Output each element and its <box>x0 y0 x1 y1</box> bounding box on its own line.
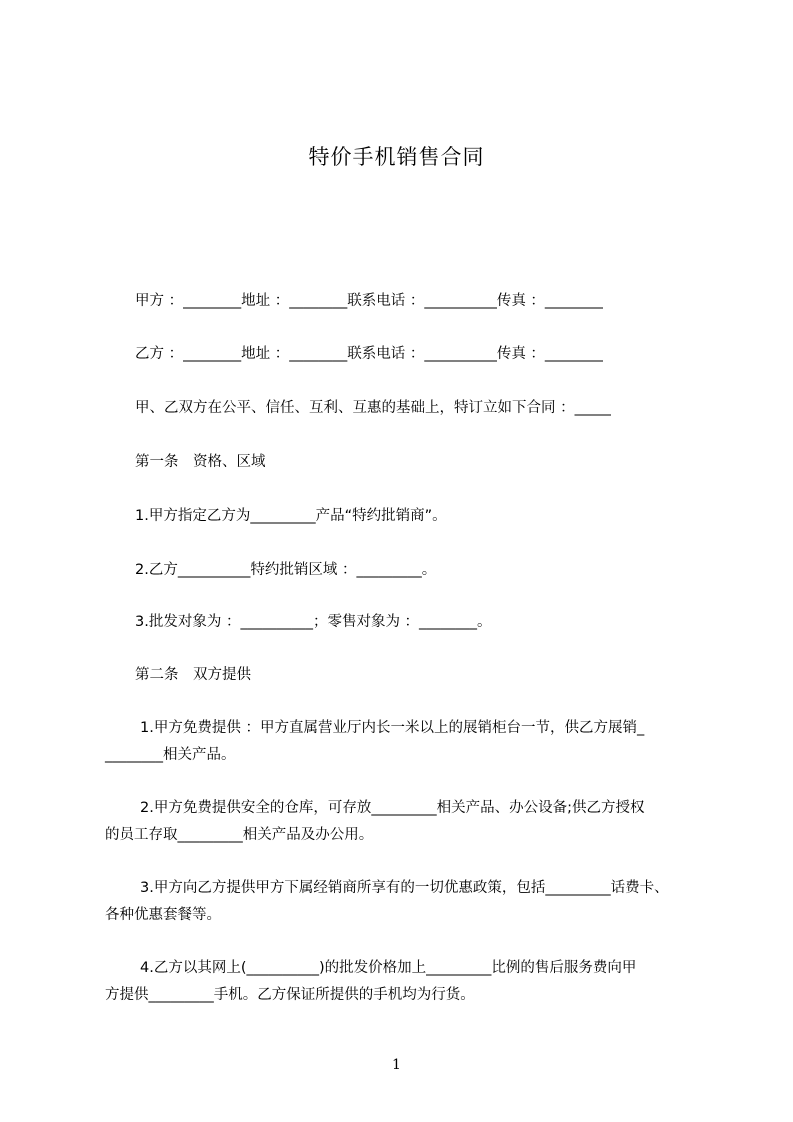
article-2-item-2-line-1: 2.甲方免费提供安全的仓库，可存放_________相关产品、办公设备;供乙方授权 <box>140 800 645 816</box>
article-2-item-1-line-2: ________相关产品。 <box>105 747 236 763</box>
document-title: 特价手机销售合同 <box>308 145 485 169</box>
article-2-item-4-line-1: 4.乙方以其网上(__________)的批发价格加上_________比例的售后服务费向甲 <box>140 960 637 976</box>
article-2-item-4-line-2: 方提供_________手机。乙方保证所提供的手机均为行货。 <box>105 987 475 1003</box>
page-number: 1 <box>392 1057 401 1073</box>
article-1-item-3: 3.批发对象为 ：__________；零售对象为 ：________。 <box>135 614 492 630</box>
article-2-item-2-line-2: 的员工存取_________相关产品及办公用。 <box>105 827 374 843</box>
party-a-line: 甲方 ：________地址 ：________联系电话 ：__________传真 ：________ <box>135 293 603 309</box>
preamble-text: 甲、乙双方在公平、信任、互利、互惠的基础上，特订立如下合同 ：_____ <box>135 400 611 416</box>
article-2-item-3-line-1: 3.甲方向乙方提供甲方下属经销商所享有的一切优惠政策，包括_________话费卡、 <box>140 880 669 896</box>
article-2-heading: 第二条 双方提供 <box>135 667 251 683</box>
article-2-item-3-line-2: 各种优惠套餐等。 <box>105 907 221 923</box>
party-b-line: 乙方 ：________地址 ：________联系电话 ：__________传真 ：________ <box>135 346 603 362</box>
article-1-item-2: 2.乙方__________特约批销区域 ：_________。 <box>135 562 437 578</box>
article-1-heading: 第一条 资格、区域 <box>135 454 266 470</box>
article-2-item-1-line-1: 1.甲方免费提供 ：甲方直属营业厅内长一米以上的展销柜台一节，供乙方展销_ <box>140 720 645 736</box>
article-1-item-1: 1.甲方指定乙方为_________产品“特约批销商”。 <box>135 508 447 524</box>
